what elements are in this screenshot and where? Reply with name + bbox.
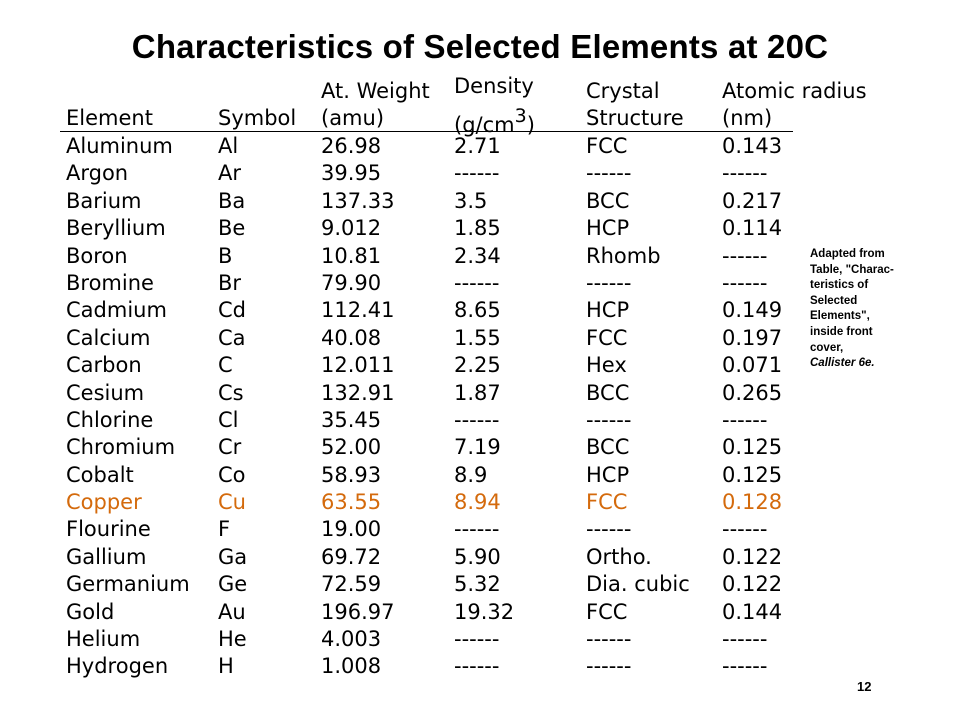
cell-element: Chromium [66,435,176,460]
cell-structure: BCC [586,435,630,460]
cell-element: Hydrogen [66,654,169,679]
element-table [0,133,960,681]
table-row [0,626,960,653]
cell-radius: 0.071 [722,353,783,378]
cell-density: ------ [454,517,500,542]
header-density-unit: (g/cm [454,113,515,137]
header-divider [60,131,793,132]
cell-element: Helium [66,627,141,652]
cell-density: 2.71 [454,134,501,158]
cell-symbol: Cl [218,407,239,432]
cell-structure: ------ [586,161,632,186]
cell-structure: Ortho. [586,544,652,569]
header-symbol: Symbol [218,106,297,130]
cell-radius: 0.128 [722,490,783,515]
cell-symbol: F [218,517,231,542]
cell-weight: 12.011 [321,353,395,378]
cell-symbol: Cd [218,298,246,323]
cell-symbol: Ar [218,161,241,186]
cell-structure: ------ [586,270,632,295]
cell-weight: 35.45 [321,407,382,432]
table-row [0,188,960,215]
header-density-close: ) [526,113,535,137]
table-row [0,653,960,680]
cell-radius: ------ [722,243,768,268]
cell-density: 8.94 [454,490,501,515]
table-row [0,407,960,434]
cell-density: 2.34 [454,243,501,268]
cell-symbol: He [218,627,247,652]
cell-radius: 0.217 [722,188,783,213]
cell-structure: FCC [586,599,628,624]
cell-radius: ------ [722,161,768,186]
cell-density: ------ [454,627,500,652]
cell-weight: 72.59 [321,572,382,597]
cell-density: 1.55 [454,325,501,350]
cell-weight: 39.95 [321,161,382,186]
cell-element: Carbon [66,353,142,378]
cell-symbol: C [218,353,233,378]
cell-density: 1.85 [454,216,501,241]
cell-density: 8.65 [454,298,501,323]
cell-structure: ------ [586,627,632,652]
table-row [0,215,960,242]
table-row [0,599,960,626]
cell-density: 3.5 [454,188,488,213]
cell-weight: 132.91 [321,380,395,405]
cell-radius: 0.197 [722,325,783,350]
cell-radius: 0.122 [722,572,783,597]
cell-structure: FCC [586,134,628,158]
page-title: Characteristics of Selected Elements at 20C [131,28,829,65]
header-element: Element [66,106,153,130]
cell-structure: BCC [586,188,630,213]
cell-radius: ------ [722,654,768,679]
cell-element: Chlorine [66,407,154,432]
cell-radius: 0.265 [722,380,783,405]
header-density-line1: Density [454,74,534,98]
cell-weight: 137.33 [321,188,395,213]
cell-weight: 63.55 [321,490,382,515]
table-row [0,160,960,187]
cell-symbol: Au [218,599,246,624]
cell-density: 5.32 [454,572,501,597]
cell-weight: 52.00 [321,435,382,460]
cell-element: Cadmium [66,298,167,323]
cell-element: Bromine [66,270,154,295]
source-note-line: Elements", [810,310,870,323]
cell-density: ------ [454,407,500,432]
cell-symbol: Al [218,134,239,158]
cell-density: 8.9 [454,462,488,487]
source-note-line: teristics of [810,279,869,292]
cell-element: Gallium [66,544,147,569]
cell-structure: ------ [586,407,632,432]
table-row [0,133,960,160]
cell-element: Barium [66,188,142,213]
cell-structure: ------ [586,654,632,679]
table-row [0,462,960,489]
cell-symbol: Cu [218,490,246,515]
cell-radius: 0.114 [722,216,783,241]
header-radius-line2: (nm) [722,106,773,130]
cell-symbol: H [218,654,234,679]
cell-weight: 26.98 [321,134,382,158]
cell-symbol: Ca [218,325,246,350]
source-note-line: cover, [810,341,844,354]
cell-weight: 69.72 [321,544,382,569]
cell-weight: 40.08 [321,325,382,350]
cell-symbol: Be [218,216,246,241]
table-row [0,544,960,571]
table-row [0,434,960,461]
cell-density: 19.32 [454,599,515,624]
cell-symbol: Cr [218,435,242,460]
source-note [810,247,945,372]
cell-radius: 0.144 [722,599,783,624]
table-row [0,571,960,598]
cell-density: ------ [454,270,500,295]
cell-symbol: Co [218,462,246,487]
source-citation: Callister 6e. [810,357,875,370]
cell-density: 2.25 [454,353,501,378]
source-note-line: Selected [810,294,858,307]
cell-element: Beryllium [66,216,166,241]
cell-element: Gold [66,599,115,624]
cell-element: Aluminum [66,134,173,158]
cell-element: Flourine [66,517,151,542]
cell-symbol: Br [218,270,242,295]
cell-density: ------ [454,654,500,679]
cell-radius: 0.149 [722,298,783,323]
cell-element: Copper [66,490,142,515]
cell-weight: 58.93 [321,462,382,487]
cell-structure: HCP [586,298,630,323]
header-weight-line2: (amu) [321,106,385,130]
source-note-line: Adapted from [810,248,885,260]
cell-weight: 79.90 [321,270,382,295]
cell-radius: ------ [722,517,768,542]
table-row [0,489,960,516]
cell-weight: 4.003 [321,627,382,652]
source-note-line: inside front [810,325,873,338]
cell-radius: ------ [722,270,768,295]
cell-structure: HCP [586,462,630,487]
page-number: 12 [857,679,872,694]
cell-element: Argon [66,161,129,186]
cell-weight: 1.008 [321,654,382,679]
cell-radius: 0.143 [722,134,783,158]
header-weight-line1: At. Weight [321,79,430,103]
cell-weight: 9.012 [321,216,382,241]
cell-element: Boron [66,243,128,268]
cell-density: ------ [454,161,500,186]
cell-radius: 0.125 [722,435,783,460]
cell-element: Germanium [66,572,190,597]
cell-weight: 10.81 [321,243,382,268]
source-note-line: Table, "Charac- [810,263,894,276]
cell-element: Cobalt [66,462,134,487]
header-structure-line1: Crystal [586,79,660,103]
cell-radius: 0.125 [722,462,783,487]
cell-structure: FCC [586,490,628,515]
source-note-text [810,247,945,356]
table-row [0,516,960,543]
cell-weight: 196.97 [321,599,395,624]
cell-symbol: Ga [218,544,248,569]
cell-weight: 19.00 [321,517,382,542]
header-radius-line1: Atomic radius [722,79,867,103]
cell-element: Cesium [66,380,145,405]
cell-symbol: Ba [218,188,246,213]
cell-structure: Rhomb [586,243,661,268]
cell-density: 7.19 [454,435,501,460]
cell-structure: Dia. cubic [586,572,690,597]
cell-structure: BCC [586,380,630,405]
cell-symbol: Cs [218,380,244,405]
cell-symbol: Ge [218,572,248,597]
cell-radius: 0.122 [722,544,783,569]
cell-weight: 112.41 [321,298,395,323]
cell-radius: ------ [722,407,768,432]
table-row [0,380,960,407]
cell-element: Calcium [66,325,151,350]
header-density-exponent: 3 [514,105,527,127]
cell-radius: ------ [722,627,768,652]
cell-symbol: B [218,243,233,268]
cell-structure: Hex [586,353,627,378]
cell-structure: HCP [586,216,630,241]
cell-density: 1.87 [454,380,501,405]
cell-density: 5.90 [454,544,501,569]
header-structure-line2: Structure [586,106,684,130]
cell-structure: ------ [586,517,632,542]
cell-structure: FCC [586,325,628,350]
